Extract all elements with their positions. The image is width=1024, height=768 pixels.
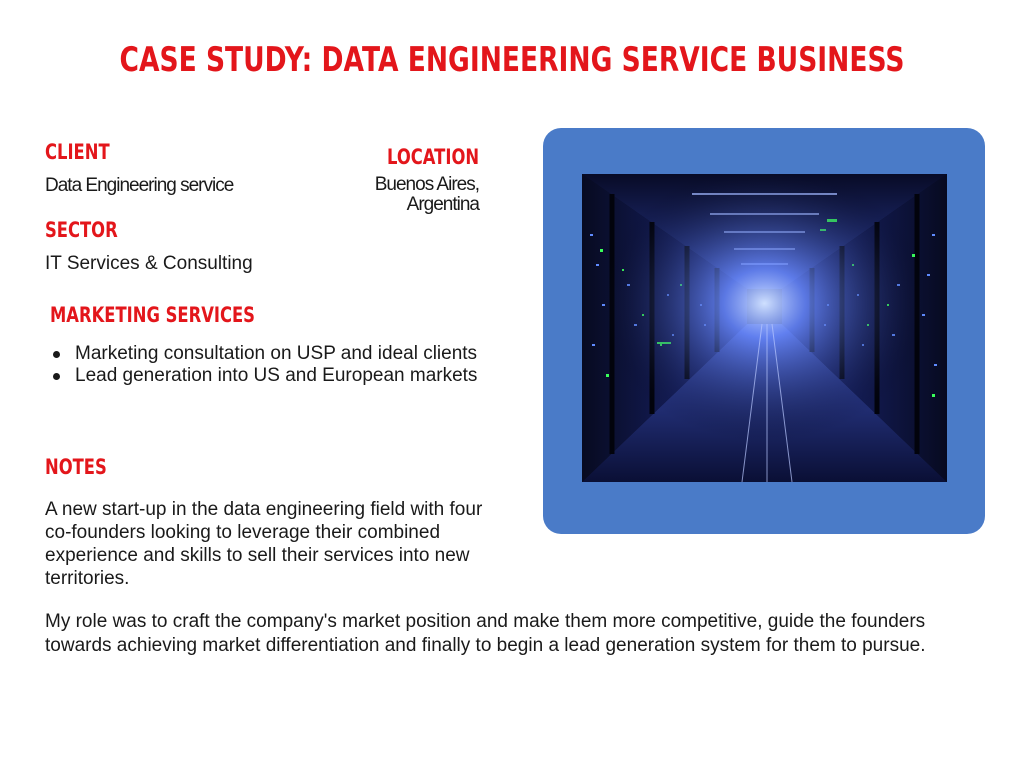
location-value (375, 175, 479, 215)
notes-heading: NOTES (45, 455, 107, 479)
server-room-illustration (582, 174, 947, 482)
marketing-services-list (45, 343, 515, 387)
page-title: CASE STUDY: DATA ENGINEERING SERVICE BUSINESS (119, 40, 905, 80)
location-heading: LOCATION (386, 145, 479, 169)
list-item: Marketing consultation on USP and ideal clients (75, 343, 515, 365)
bullet-icon (53, 351, 60, 358)
server-room-image (582, 174, 947, 482)
client-heading: CLIENT (45, 140, 110, 164)
bullet-icon (53, 373, 60, 380)
location-line-1: Buenos Aires, (374, 174, 479, 195)
list-item: Lead generation into US and European markets (75, 365, 515, 387)
marketing-services-heading: MARKETING SERVICES (50, 303, 255, 327)
sector-heading: SECTOR (45, 218, 118, 242)
notes-paragraph-2: My role was to craft the company's market position and make them more competitive, guide the founders towards achieving market differentiation and finally to begin a lead generation system for them to pursue. (45, 611, 926, 656)
location-line-2: Argentina (406, 194, 479, 215)
sector-value: IT Services & Consulting (45, 253, 253, 274)
notes-paragraph-1: A new start-up in the data engineering field with four co-founders looking to leverage their combined experience and skills to sell their services into new territories. (45, 499, 483, 589)
client-value: Data Engineering service (45, 175, 234, 196)
